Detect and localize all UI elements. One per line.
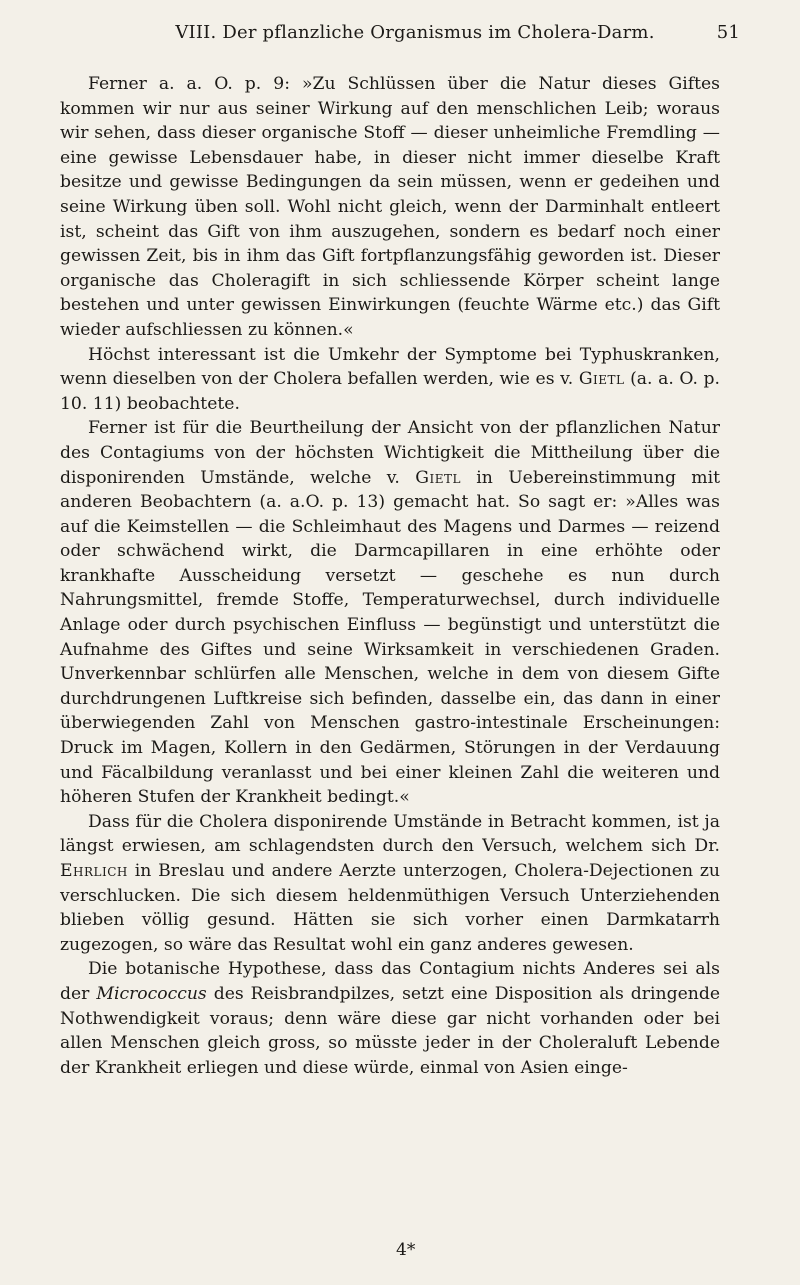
page-number: 51 xyxy=(716,22,740,43)
paragraph: Höchst interessant ist die Umkehr der Symptome bei Typhuskranken, wenn dieselben von der Cholera befallen werden, wie es v. Gietl (a. a. O. p. 10. 11) beobachtete. xyxy=(60,344,720,414)
paragraph: Dass für die Cholera disponirende Umstände in Betracht kommen, ist ja längst erwiesen, am schlagendsten durch den Versuch, welchem sich Dr. Ehrlich in Breslau und andere Aerzte unterzogen, Cholera-Dejectionen zu verschlucken. Die sich diesem heldenmüthigen Versuch Unterziehenden blieben völlig gesund. Hätten sie sich vorher einen Darmkatarrh zugezogen, so wäre das Resultat wohl ein ganz anderes gewesen. xyxy=(60,811,720,955)
paragraph: Ferner a. a. O. p. 9: »Zu Schlüssen über die Natur dieses Giftes kommen wir nur aus seiner Wirkung auf den menschlichen Leib; woraus wir sehen, dass dieser organische Stoff — dieser unheimliche Fremdling — eine gewisse Lebensdauer habe, in dieser nicht immer dieselbe Kraft besitze und gewisse Bedingungen da sein müssen, wenn er gedeihen und seine Wirkung üben soll. Wohl nicht gleich, wenn der Darminhalt entleert ist, scheint das Gift von ihm auszugehen, sondern es bedarf noch einer gewissen Zeit, bis in ihm das Gift fortpflanzungsfähig geworden ist. Dieser organische das Choleragift in sich schliessende Körper scheint lange bestehen und unter gewissen Einwirkungen (feuchte Wärme etc.) das Gift wieder aufschliessen zu können.« xyxy=(60,74,720,340)
author-name: Ehrlich xyxy=(60,861,128,881)
page-header xyxy=(60,22,740,43)
running-title: VIII. Der pflanzliche Organismus im Cholera-Darm. xyxy=(175,22,655,43)
species-name: Micrococcus xyxy=(96,983,207,1004)
signature-mark: 4* xyxy=(396,1240,416,1260)
paragraph: Ferner ist für die Beurtheilung der Ansicht von der pflanzlichen Natur des Contagiums von der höchsten Wichtigkeit die Mittheilung über die disponirenden Umstände, welche v. Gietl in Uebereinstimmung mit anderen Beobachtern (a. a.O. p. 13) gemacht hat. So sagt er: »Alles was auf die Keimstellen — die Schleimhaut des Magens und Darmes — reizend oder schwächend wirkt, die Darmcapillaren in eine erhöhte oder krankhafte Ausscheidung versetzt — geschehe es nun durch Nahrungsmittel, fremde Stoffe, Temperaturwechsel, durch individuelle Anlage oder durch psychischen Einfluss — begünstigt und unterstützt die Aufnahme des Giftes und seine Wirksamkeit in verschiedenen Graden. Unverkennbar schlürfen alle Menschen, welche in dem von diesem Gifte durchdrungenen Luftkreise sich befinden, dasselbe ein, das dann in einer überwiegenden Zahl von Menschen gastro-intestinale Erscheinungen: Druck im Magen, Kollern in den Gedärmen, Störungen in der Verdauung und Fäcalbildung veranlasst und bei einer kleinen Zahl die weiteren und höheren Stufen der Krankheit bedingt.« xyxy=(60,418,721,808)
author-name: Gietl xyxy=(578,369,625,390)
body-text xyxy=(60,72,720,1080)
paragraph: Die botanische Hypothese, dass das Contagium nichts Anderes sei als der Micrococcus des Reisbrandpilzes, setzt eine Disposition als dringende Nothwendigkeit voraus; denn wäre diese gar nicht vorhanden oder bei allen Menschen gleich gross, so müsste jeder in der Choleraluft Lebende der Krankheit erliegen und diese würde, einmal von Asien einge- xyxy=(60,959,720,1078)
author-name: Gietl xyxy=(415,467,461,488)
